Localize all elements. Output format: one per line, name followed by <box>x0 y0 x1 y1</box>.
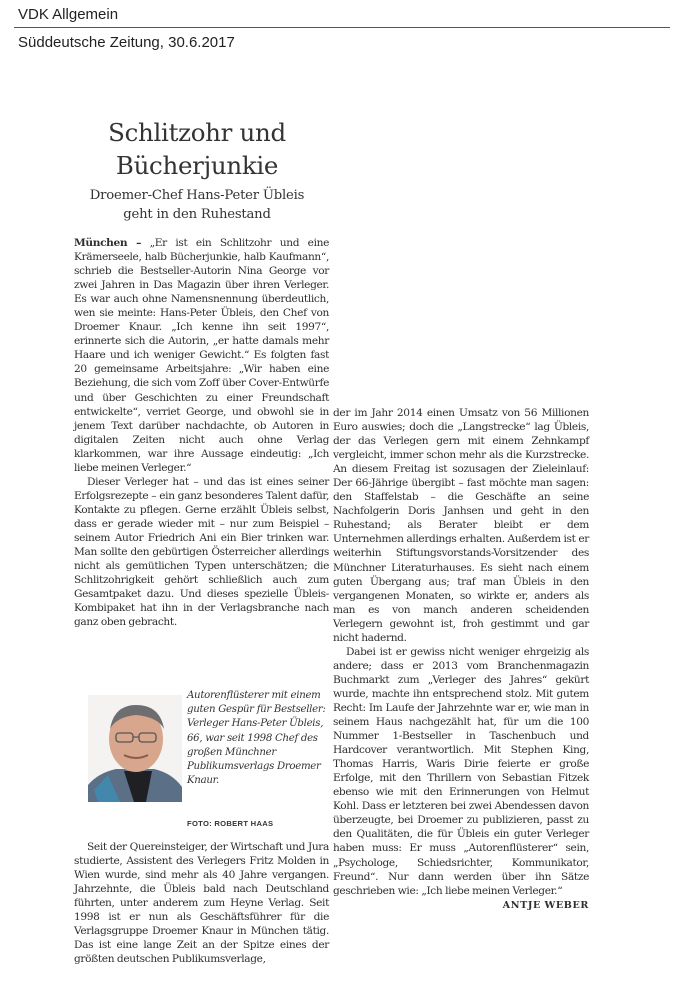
author-photo <box>88 695 182 802</box>
article-column-2 <box>333 406 589 913</box>
article-headline <box>66 116 328 182</box>
source-label: Süddeutsche Zeitung, 30.6.2017 <box>18 34 235 51</box>
header-divider <box>14 27 670 28</box>
article-paragraph: Seit der Quereinsteiger, der Wirtschaft und Jura studierte, Assistent des Verlegers Fritz Molden in Wien wurde, sind mehr als 40 Jahre vergangen. Jahrzehnte, die Übleis bald nach Deutschland führten, unter anderem zum Heyne Verlag. Seit 1998 ist er nun als Geschäftsführer für die Verlagsgruppe Droemer Knaur in München tätig. Das ist eine lange Zeit an der Spitze eines der größten deutschen Publikumsverlage, <box>74 841 329 966</box>
paragraph-text: Dabei ist er gewiss nicht weniger ehrgeizig als andere; dass er 2013 vom Branchenmagazin Buchmarkt zum „Verleger des Jahres“ gekürt wurde, machte ihn entsprechend stolz. Mit gutem Recht: Im Laufe der Jahrzehnte war er, wie man in seinem Haus nachgezählt hat, für um die 100 Nummer 1-Bestseller in Taschenbuch und Hardcover verantwortlich. Mit Stephen King, Thomas Harris, Waris Dirie feierte er große Erfolge, mit den Thrillern von Sebastian Fitzek ebenso wie mit den Erinnerungen von Helmut Kohl. Dass er letzteren bei zwei Abendessen davon überzeugte, bei Droemer zu publizieren, passt zu den Qualitäten, die für Übleis ein guter Verleger haben muss: Er muss „Autorenflüsterer“ sein, „Psychologe, Schiedsrichter, Kommunikator, Freund“. Nur dann werden über ihn Sätze geschrieben wie: „Ich liebe meinen Verleger.“ <box>333 645 589 897</box>
portrait-image <box>88 695 182 802</box>
author-byline: ANTJE WEBER <box>502 899 589 911</box>
article-column-1-bottom <box>74 840 329 966</box>
dateline: München – <box>74 237 142 249</box>
article-subtitle <box>66 186 328 224</box>
headline-line: Bücherjunkie <box>115 151 279 180</box>
photo-credit: FOTO: ROBERT HAAS <box>187 819 274 828</box>
photo-caption: Autorenflüsterer mit einem guten Gespür für Bestseller: Verleger Hans-Peter Übleis, 66, war seit 1998 Chef des großen Münchner Publikumsverlags Droemer Knaur. <box>187 690 326 787</box>
paragraph-text: „Er ist ein Schlitzohr und eine Krämerseele, halb Bücherjunkie, halb Kaufmann“, schrieb die Bestseller-Autorin Nina George vor zwei Jahren in Das Magazin über ihren Verleger. Es war auch ohne Namensnennung überdeutlich, wen sie meinte: Hans-Peter Übleis, den Chef von Droemer Knaur. „Ich kenne ihn seit 1997“, erinnerte sich die Autorin, „er hatte damals mehr Haare und ich weniger Gewicht.“ Es folgten fast 20 gemeinsame Arbeitsjahre: „Wir haben eine Beziehung, die sich vom Zoff über Cover-Entwürfe und über Geschichten zu einer Freundschaft entwickelte“, verriet George, und obwohl sie in jenem Text darüber nachdachte, ob Autoren in digitalen Zeiten nicht auch ohne Verlag klarkommen, war ihre Aussage eindeutig: „Ich liebe meinen Verleger.“ <box>74 237 330 474</box>
section-label: VDK Allgemein <box>18 6 119 23</box>
article-paragraph: der im Jahr 2014 einen Umsatz von 56 Millionen Euro auswies; doch die „Langstrecke“ lag Übleis, der das Verlegen gern mit einem Zehnkampf vergleicht, immer schon mehr als die Kurzstrecke. An diesem Freitag ist sozusagen der Zieleinlauf: Der 66-Jährige übergibt – fast möchte man sagen: den Staffelstab – die Geschäfte an seine Nachfolgerin Doris Janhsen und geht in den Ruhestand; als Berater bleibt er dem Unternehmen allerdings erhalten. Außerdem ist er weiterhin Stiftungsvorstands-Vorsitzender des Münchner Literaturhauses. Es sieht nach einem guten Übergang aus; traf man Übleis in den vergangenen Monaten, so wirkte er, anders als man es von manch anderen scheidenden Verlegern gewohnt ist, froh gestimmt und gar nicht hadernd. <box>333 407 589 644</box>
article-paragraph <box>333 645 589 911</box>
headline-line: Schlitzohr und <box>108 118 286 147</box>
article-column-1 <box>74 236 329 629</box>
article-paragraph: Dieser Verleger hat – und das ist eines seiner Erfolgsrezepte – ein ganz besonderes Talent dafür, Kontakte zu pflegen. Gerne erzählt Übleis selbst, dass er gerade wieder mit – nur zum Beispiel – seinem Autor Friedrich Ani ein Bier trinken war. Man sollte den gebürtigen Österreicher allerdings nicht als gemütlichen Typen unterschätzen; die Schlitzohrigkeit gehört schließlich auch zum Gesamtpaket dazu. Und dieses spezielle Übleis-Kombipaket hat ihn in der Verlagsbranche nach ganz oben gebracht. <box>74 475 329 629</box>
subtitle-line: geht in den Ruhestand <box>123 207 271 222</box>
article-paragraph <box>74 236 329 475</box>
subtitle-line: Droemer-Chef Hans-Peter Übleis <box>89 188 305 203</box>
